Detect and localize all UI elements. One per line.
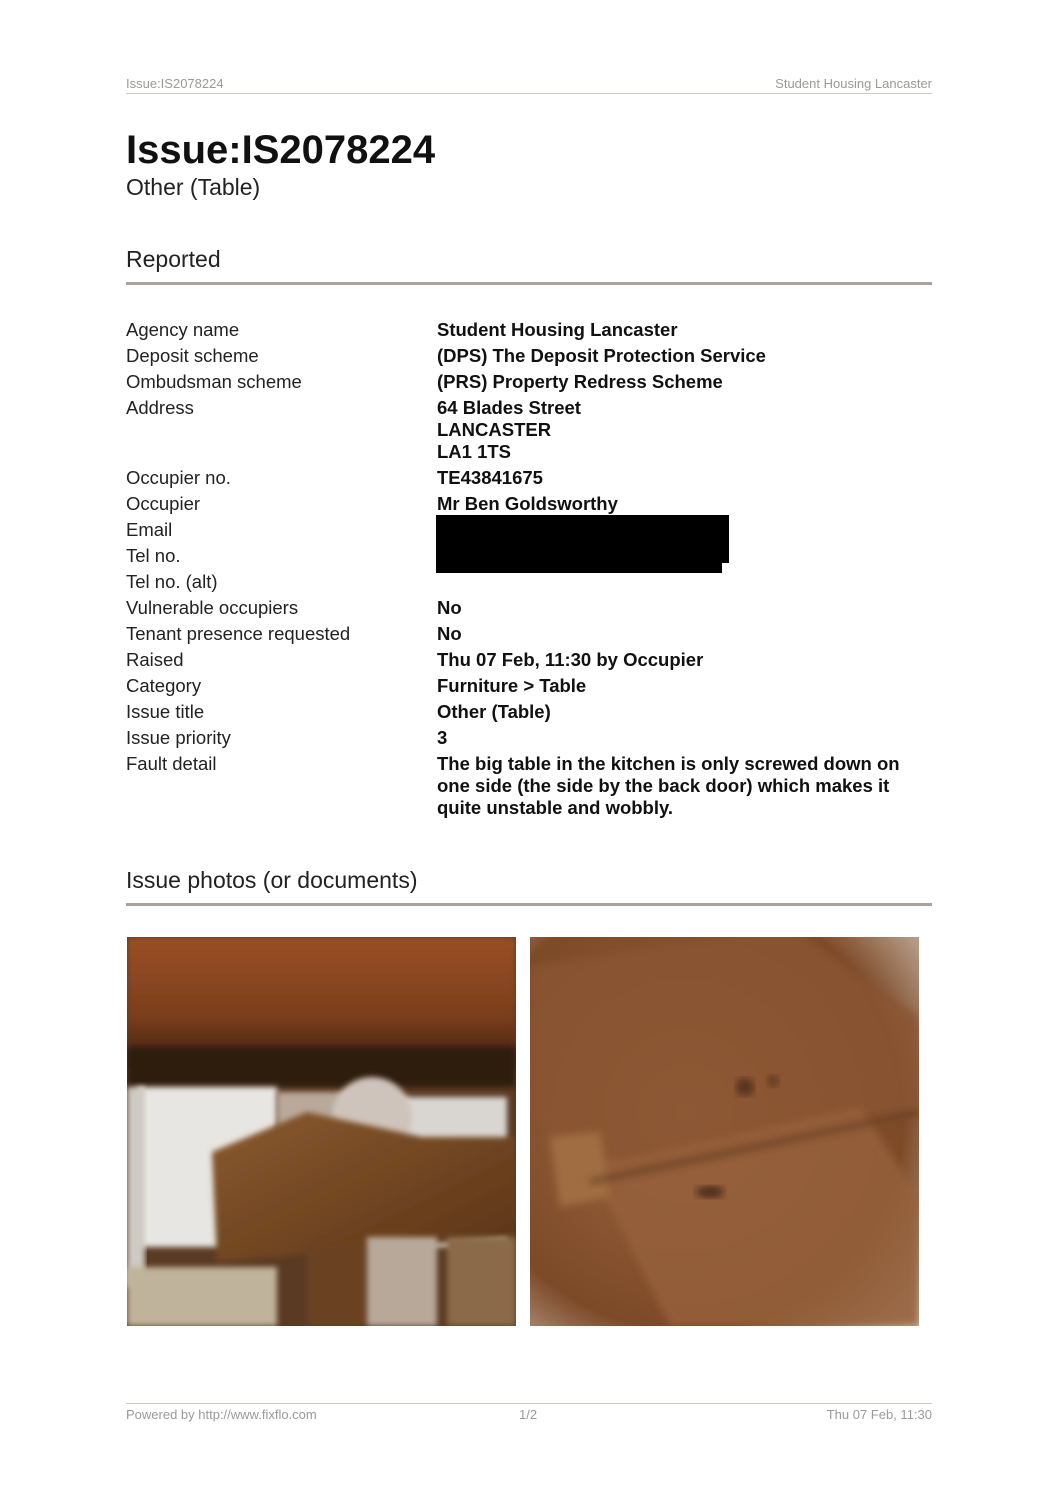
photo-table-underside-side-view — [127, 937, 516, 1326]
detail-label: Email — [126, 519, 173, 540]
detail-label: Fault detail — [126, 753, 217, 774]
detail-row-vulnerable — [126, 593, 932, 619]
detail-row-address — [126, 393, 932, 463]
redaction-block — [436, 560, 722, 573]
page-header — [126, 76, 932, 94]
detail-value: Student Housing Lancaster — [437, 319, 678, 340]
detail-row-occupier-no — [126, 463, 932, 489]
detail-label: Tenant presence requested — [126, 623, 351, 644]
detail-row-category — [126, 671, 932, 697]
detail-value: TE43841675 — [437, 467, 543, 488]
detail-label: Ombudsman scheme — [126, 371, 302, 392]
photo-table-underside-close-up — [530, 937, 919, 1326]
detail-label: Issue priority — [126, 727, 231, 748]
detail-value: 3 — [437, 727, 448, 748]
detail-value: Mr Ben Goldsworthy — [437, 493, 618, 514]
detail-row-raised — [126, 645, 932, 671]
header-issue-ref: Issue:IS2078224 — [126, 76, 224, 91]
page-footer — [126, 1403, 932, 1422]
detail-label: Issue title — [126, 701, 205, 722]
fault-detail-value: The big table in the kitchen is only screwed down on one side (the side by the back door) which makes it quite unstable and wobbly. — [437, 753, 900, 818]
detail-value: (PRS) Property Redress Scheme — [437, 371, 723, 392]
footer-powered-by: Powered by http://www.fixflo.com — [126, 1407, 317, 1422]
detail-label: Tel no. (alt) — [126, 571, 218, 592]
issue-photo-2[interactable] — [530, 937, 919, 1326]
address-line: LANCASTER — [437, 419, 552, 440]
detail-row-deposit — [126, 341, 932, 367]
detail-value: No — [437, 623, 462, 644]
detail-label: Agency name — [126, 319, 240, 340]
detail-label: Category — [126, 675, 202, 696]
section-title-reported: Reported — [126, 245, 932, 285]
detail-value: Other (Table) — [437, 701, 551, 722]
detail-value: Thu 07 Feb, 11:30 by Occupier — [437, 649, 704, 670]
detail-label: Address — [126, 397, 194, 418]
page-title: Issue:IS2078224 — [126, 128, 436, 172]
detail-label: Tel no. — [126, 545, 181, 566]
header-agency: Student Housing Lancaster — [775, 76, 932, 91]
section-title-photos: Issue photos (or documents) — [126, 866, 932, 906]
detail-row-tenant-presence — [126, 619, 932, 645]
detail-label: Raised — [126, 649, 184, 670]
detail-row-fault — [126, 749, 932, 819]
detail-value: No — [437, 597, 462, 618]
detail-row-ombudsman — [126, 367, 932, 393]
detail-row-issue-title — [126, 697, 932, 723]
redaction-block — [436, 515, 729, 563]
detail-label: Occupier — [126, 493, 201, 514]
address-value — [437, 393, 932, 463]
detail-value: (DPS) The Deposit Protection Service — [437, 345, 766, 366]
address-line: 64 Blades Street — [437, 397, 581, 418]
footer-timestamp: Thu 07 Feb, 11:30 — [826, 1407, 932, 1422]
detail-value: Furniture > Table — [437, 675, 587, 696]
detail-label: Vulnerable occupiers — [126, 597, 299, 618]
detail-row-occupier — [126, 489, 932, 515]
issue-photo-1[interactable] — [127, 937, 516, 1326]
detail-label: Deposit scheme — [126, 345, 259, 366]
address-line: LA1 1TS — [437, 441, 512, 462]
page-subtitle: Other (Table) — [126, 174, 261, 200]
detail-row-agency — [126, 315, 932, 341]
detail-row-priority — [126, 723, 932, 749]
detail-label: Occupier no. — [126, 467, 231, 488]
footer-page-number: 1/2 — [519, 1407, 538, 1422]
